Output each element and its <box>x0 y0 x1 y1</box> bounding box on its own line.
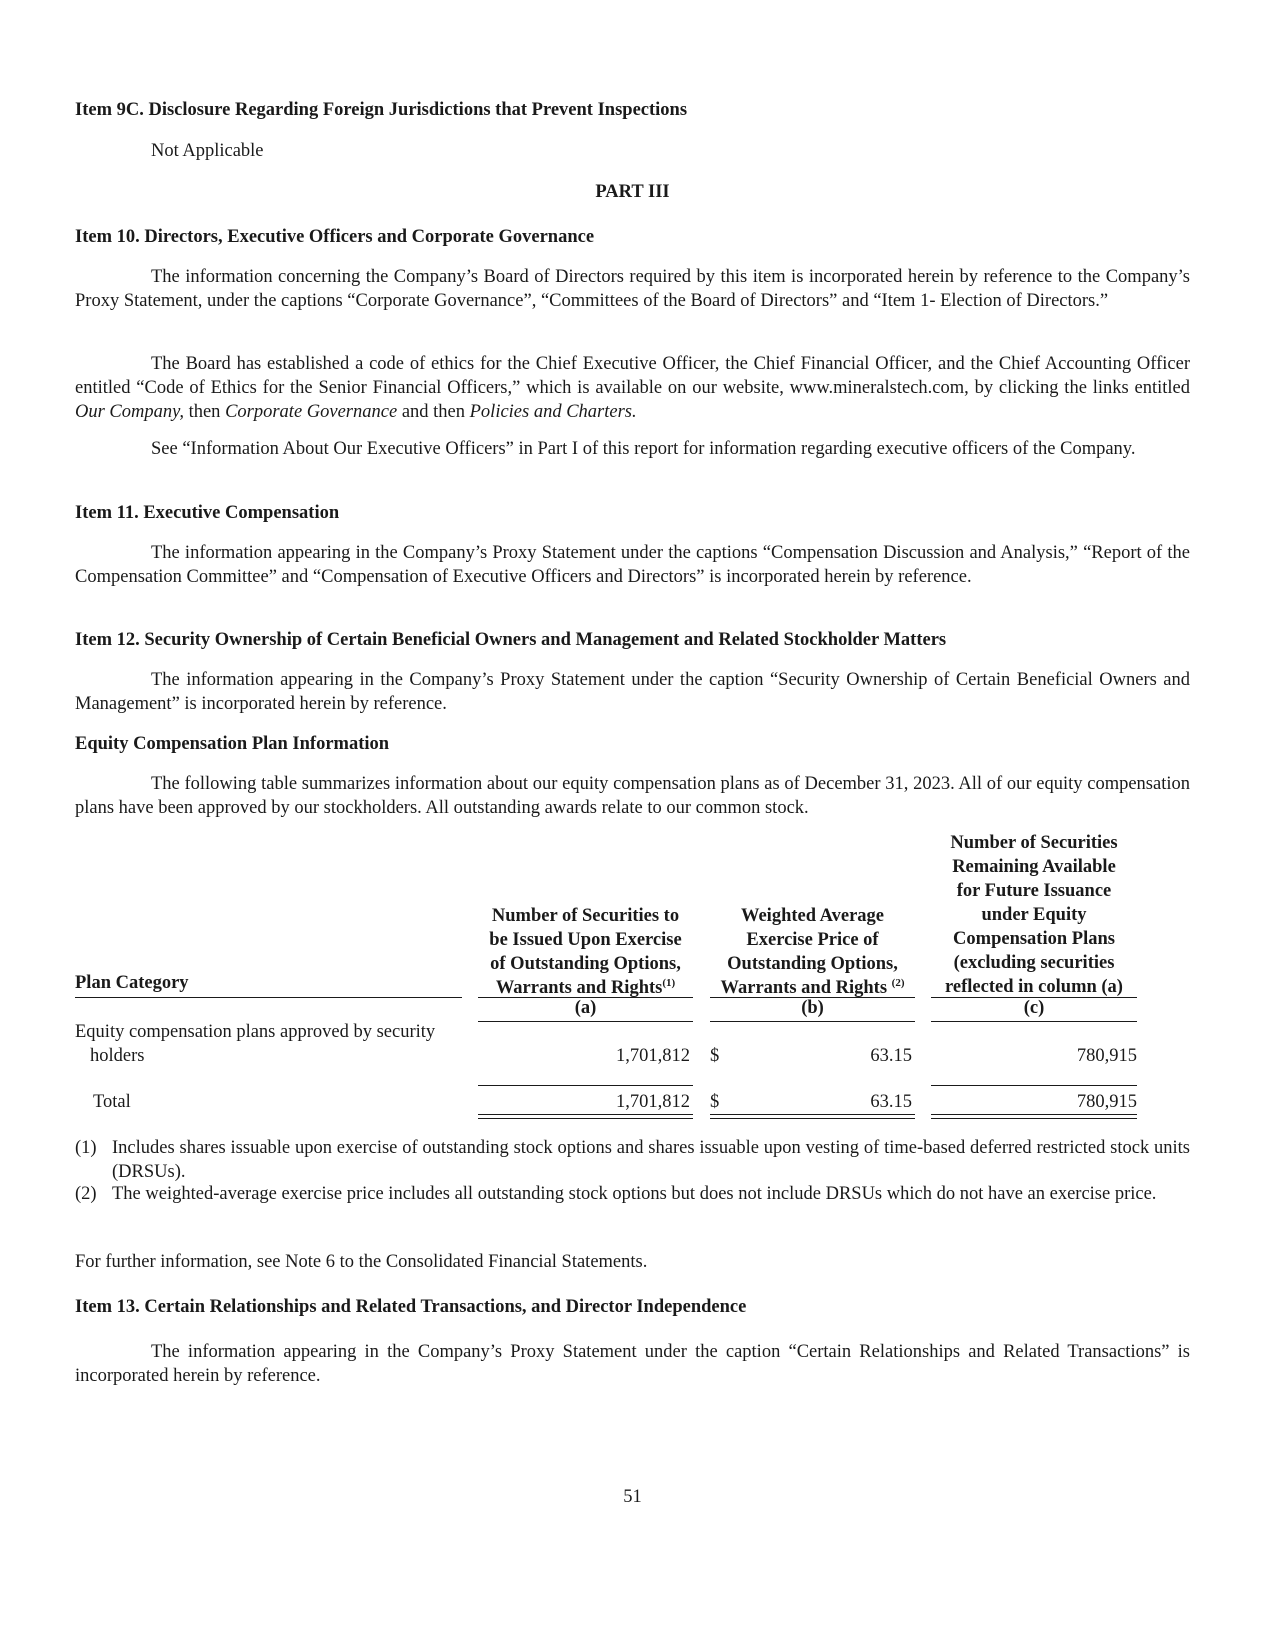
column-a-header <box>478 904 693 1000</box>
footnote-2 <box>75 1182 1190 1206</box>
total-double-rule-c <box>931 1114 1137 1119</box>
item-10-paragraph-1: The information concerning the Company’s Board of Directors required by this item is incorporated herein by reference to the Company’s Proxy Statement, under the captions “Corporate Governance”, “Committees of the Board of Directors” and “Item 1- Election of Directors.” <box>75 267 1190 311</box>
column-a-header-line: Number of Securities to <box>491 906 680 926</box>
column-c-header <box>931 831 1137 999</box>
equity-paragraph: The following table summarizes information about our equity compensation plans as of December 31, 2023. All of our equity compensation plans have been approved by our stockholders. All outstanding awards relate to our common stock. <box>75 774 1190 818</box>
policies-and-charters-link: Policies and Charters. <box>469 402 637 422</box>
footnote-mark: (2) <box>75 1184 97 1204</box>
column-b-letter: (b) <box>801 998 824 1018</box>
corporate-governance-link: Corporate Governance <box>225 402 398 422</box>
column-c-header-line: (excluding securities <box>953 953 1115 973</box>
total-double-rule-b <box>710 1114 915 1119</box>
column-c-header-line: under Equity <box>981 905 1087 925</box>
item-11-heading: Item 11. Executive Compensation <box>75 503 340 523</box>
column-b-header-line: Weighted Average <box>740 906 884 926</box>
our-company-link: Our Company, <box>75 402 184 422</box>
total-top-rule-c <box>931 1085 1137 1086</box>
footnote-1 <box>75 1136 1190 1184</box>
item-10-paragraph-3: See “Information About Our Executive Officers” in Part I of this report for information regarding executive officers of the Company. <box>151 439 1136 459</box>
column-c-header-line: Compensation Plans <box>953 929 1115 949</box>
column-c-letter-underline <box>931 1021 1137 1022</box>
further-information: For further information, see Note 6 to the Consolidated Financial Statements. <box>75 1252 648 1272</box>
row-1-currency: $ <box>710 1046 720 1066</box>
column-b-header-line: Outstanding Options, <box>727 954 898 974</box>
item-10-paragraph-2-text: The Board has established a code of ethics for the Chief Executive Officer, the Chief Financial Officer, and the Chief Accounting Officer entitled “Code of Ethics for the Senior Financial Officers,” which is available on our website, www.mineralstech.com, by clicking the links entitled <box>75 354 1190 398</box>
total-top-rule-a <box>478 1085 693 1086</box>
column-c-header-line: Number of Securities <box>950 833 1118 853</box>
footnote-1-marker: (1) <box>662 977 676 989</box>
column-c-header-line: reflected in column (a) <box>945 977 1123 997</box>
item-12-paragraph: The information appearing in the Company’s Proxy Statement under the caption “Security Ownership of Certain Beneficial Owners and Management” is incorporated herein by reference. <box>75 670 1190 714</box>
row-1-col-c: 780,915 <box>1076 1046 1137 1066</box>
plan-category-header: Plan Category <box>75 973 189 993</box>
column-b-letter-underline <box>710 1021 915 1022</box>
column-a-letter: (a) <box>574 998 597 1018</box>
footnote-text: Includes shares issuable upon exercise of outstanding stock options and shares issuable upon vesting of time-based deferred restricted stock units (DRSUs). <box>112 1138 1190 1182</box>
column-c-letter: (c) <box>1023 998 1045 1018</box>
item-11-paragraph: The information appearing in the Company’s Proxy Statement under the captions “Compensation Discussion and Analysis,” “Report of the Compensation Committee” and “Compensation of Executive Officers and Directors” is incorporated herein by reference. <box>75 543 1190 587</box>
part-title: PART III <box>595 182 670 202</box>
column-a-letter-underline <box>478 1021 693 1022</box>
total-col-b: 63.15 <box>870 1092 912 1112</box>
and-then-text: and then <box>397 402 470 422</box>
item-9c-body: Not Applicable <box>151 141 264 161</box>
footnote-2-marker: (2) <box>891 977 905 989</box>
column-c-header-line: for Future Issuance <box>956 881 1112 901</box>
item-10-heading: Item 10. Directors, Executive Officers and Corporate Governance <box>75 227 595 247</box>
total-col-c: 780,915 <box>1076 1092 1137 1112</box>
item-12-heading: Item 12. Security Ownership of Certain Beneficial Owners and Management and Related Stockholder Matters <box>75 630 947 650</box>
item-9c-heading: Item 9C. Disclosure Regarding Foreign Jurisdictions that Prevent Inspections <box>75 100 688 120</box>
item-13-paragraph: The information appearing in the Company’s Proxy Statement under the caption “Certain Relationships and Related Transactions” is incorporated herein by reference. <box>75 1342 1190 1386</box>
column-a-header-text: Warrants and Rights <box>495 978 663 998</box>
total-label: Total <box>93 1092 131 1112</box>
footnote-mark: (1) <box>75 1138 97 1158</box>
total-currency: $ <box>710 1092 720 1112</box>
then-text: then <box>183 402 226 422</box>
item-13-heading: Item 13. Certain Relationships and Related Transactions, and Director Independence <box>75 1297 747 1317</box>
table-row <box>75 1020 475 1068</box>
plan-category-underline <box>75 997 462 998</box>
column-c-header-line: Remaining Available <box>952 857 1116 877</box>
row-label-continuation: holders <box>90 1046 145 1066</box>
column-a-header-line: of Outstanding Options, <box>490 954 681 974</box>
column-b-header-text: Warrants and Rights <box>720 978 892 998</box>
total-double-rule-a <box>478 1114 693 1119</box>
row-label: Equity compensation plans approved by security <box>75 1022 436 1042</box>
row-1-col-a: 1,701,812 <box>616 1046 690 1066</box>
footnote-text: The weighted-average exercise price includes all outstanding stock options but does not include DRSUs which do not have an exercise price. <box>112 1184 1157 1204</box>
column-b-header <box>710 904 915 1000</box>
total-col-a: 1,701,812 <box>616 1092 690 1112</box>
item-10-paragraph-2 <box>75 352 1190 424</box>
equity-heading: Equity Compensation Plan Information <box>75 734 390 754</box>
column-b-header-line: Exercise Price of <box>746 930 879 950</box>
column-a-header-line: be Issued Upon Exercise <box>489 930 682 950</box>
page-number: 51 <box>623 1487 642 1507</box>
row-1-col-b: 63.15 <box>870 1046 912 1066</box>
